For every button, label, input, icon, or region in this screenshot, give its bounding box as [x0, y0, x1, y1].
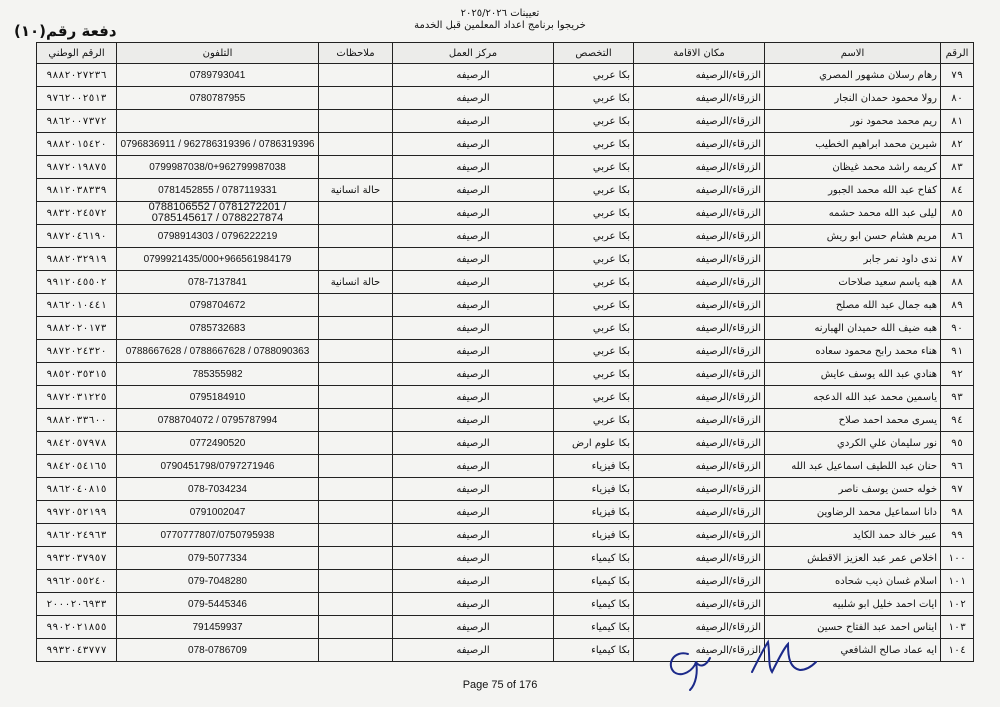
cell-num: ١٠٤ — [941, 639, 974, 662]
cell-specialty: بكا عربي — [554, 248, 634, 271]
cell-specialty: بكا عربي — [554, 110, 634, 133]
cell-specialty: بكا عربي — [554, 340, 634, 363]
cell-name: ايناس احمد عبد الفتاح حسين — [765, 616, 941, 639]
cell-name: رولا محمود حمدان النجار — [765, 87, 941, 110]
cell-name: اخلاص عمر عبد العزيز الاقطش — [765, 547, 941, 570]
cell-phone: 0781452855 / 0787119331 — [117, 179, 319, 202]
col-header-center: مركز العمل — [393, 43, 554, 64]
cell-phone: 0772490520 — [117, 432, 319, 455]
table-row — [37, 156, 974, 179]
cell-num: ٨٢ — [941, 133, 974, 156]
table-row — [37, 248, 974, 271]
cell-name: ليلى عبد الله محمد حشمه — [765, 202, 941, 225]
table-row — [37, 225, 974, 248]
cell-name: هبه ضيف الله حميدان الهبارنه — [765, 317, 941, 340]
cell-specialty: بكا عربي — [554, 156, 634, 179]
cell-name: هبه ياسم سعيد صلاحات — [765, 271, 941, 294]
cell-notes — [319, 386, 393, 409]
table-row — [37, 478, 974, 501]
cell-residence: الزرقاء/الرصيفه — [634, 202, 765, 225]
cell-center: الرصيفه — [393, 547, 554, 570]
cell-residence: الزرقاء/الرصيفه — [634, 271, 765, 294]
cell-phone: 0785732683 — [117, 317, 319, 340]
cell-national-id: ٩٨٦٢٠٠٧٣٧٢ — [37, 110, 117, 133]
cell-residence: الزرقاء/الرصيفه — [634, 179, 765, 202]
table-row — [37, 64, 974, 87]
cell-center: الرصيفه — [393, 409, 554, 432]
cell-specialty: بكا كيمياء — [554, 616, 634, 639]
table-row — [37, 386, 974, 409]
cell-residence: الزرقاء/الرصيفه — [634, 409, 765, 432]
cell-notes — [319, 616, 393, 639]
cell-national-id: ٩٨٧٢٠١٩٨٧٥ — [37, 156, 117, 179]
cell-phone: 0788667628 / 0788667628 / 0788090363 — [117, 340, 319, 363]
cell-national-id: ٩٩٦٢٠٥٥٢٤٠ — [37, 570, 117, 593]
cell-notes — [319, 156, 393, 179]
cell-center: الرصيفه — [393, 639, 554, 662]
cell-num: ٨١ — [941, 110, 974, 133]
cell-notes — [319, 570, 393, 593]
table-row — [37, 639, 974, 662]
cell-phone — [117, 110, 319, 133]
cell-num: ٨٣ — [941, 156, 974, 179]
cell-national-id: ٩٩٠٢٠٢١٨٥٥ — [37, 616, 117, 639]
cell-phone: 078-7137841 — [117, 271, 319, 294]
col-header-national-id: الرقم الوطني — [37, 43, 117, 64]
cell-name: كريمه راشد محمد غيظان — [765, 156, 941, 179]
cell-residence: الزرقاء/الرصيفه — [634, 478, 765, 501]
col-header-specialty: التخصص — [554, 43, 634, 64]
cell-national-id: ٩٩٣٢٠٣٧٩٥٧ — [37, 547, 117, 570]
cell-name: رهام رسلان مشهور المصري — [765, 64, 941, 87]
cell-notes — [319, 340, 393, 363]
cell-notes — [319, 455, 393, 478]
cell-residence: الزرقاء/الرصيفه — [634, 340, 765, 363]
cell-name: مريم هشام حسن ابو ريش — [765, 225, 941, 248]
col-header-name: الاسم — [765, 43, 941, 64]
cell-phone: 078-7034234 — [117, 478, 319, 501]
cell-specialty: بكا كيمياء — [554, 593, 634, 616]
table-row — [37, 547, 974, 570]
cell-notes — [319, 363, 393, 386]
cell-phone: 079-5077334 — [117, 547, 319, 570]
cell-notes — [319, 639, 393, 662]
cell-center: الرصيفه — [393, 225, 554, 248]
table-row — [37, 202, 974, 225]
cell-phone: 0770777807/0750795938 — [117, 524, 319, 547]
cell-name: نور سليمان علي الكردي — [765, 432, 941, 455]
cell-num: ٨٠ — [941, 87, 974, 110]
cell-center: الرصيفه — [393, 248, 554, 271]
cell-phone: 0799921435/000+966561984179 — [117, 248, 319, 271]
cell-specialty: بكا كيمياء — [554, 570, 634, 593]
table-row — [37, 524, 974, 547]
cell-name: ايه عماد صالح الشافعي — [765, 639, 941, 662]
cell-residence: الزرقاء/الرصيفه — [634, 87, 765, 110]
cell-num: ١٠٢ — [941, 593, 974, 616]
cell-phone: 079-5445346 — [117, 593, 319, 616]
cell-phone: 0789793041 — [117, 64, 319, 87]
cell-national-id: ٩٨٦٢٠٢٤٩٦٣ — [37, 524, 117, 547]
cell-residence: الزرقاء/الرصيفه — [634, 386, 765, 409]
table-row — [37, 455, 974, 478]
cell-residence: الزرقاء/الرصيفه — [634, 616, 765, 639]
cell-name: هنادي عبد الله يوسف عايش — [765, 363, 941, 386]
cell-center: الرصيفه — [393, 363, 554, 386]
cell-center: الرصيفه — [393, 202, 554, 225]
cell-center: الرصيفه — [393, 294, 554, 317]
col-header-residence: مكان الاقامة — [634, 43, 765, 64]
cell-notes — [319, 294, 393, 317]
cell-center: الرصيفه — [393, 156, 554, 179]
cell-residence: الزرقاء/الرصيفه — [634, 317, 765, 340]
cell-national-id: ٩٨٧٢٠٣١٢٢٥ — [37, 386, 117, 409]
cell-notes — [319, 110, 393, 133]
cell-residence: الزرقاء/الرصيفه — [634, 156, 765, 179]
table-row — [37, 271, 974, 294]
table-row — [37, 87, 974, 110]
cell-center: الرصيفه — [393, 87, 554, 110]
cell-phone: 0798704672 — [117, 294, 319, 317]
cell-specialty: بكا عربي — [554, 294, 634, 317]
cell-national-id: ٩٨٥٢٠٣٥٣١٥ — [37, 363, 117, 386]
cell-notes — [319, 64, 393, 87]
cell-num: ١٠١ — [941, 570, 974, 593]
table-row — [37, 409, 974, 432]
cell-national-id: ٢٠٠٠٢٠٦٩٣٣ — [37, 593, 117, 616]
table-row — [37, 340, 974, 363]
cell-name: ياسمين محمد عبد الله الدعجه — [765, 386, 941, 409]
table-row — [37, 570, 974, 593]
cell-notes — [319, 87, 393, 110]
page-number: Page 75 of 176 — [462, 679, 538, 691]
table-row — [37, 179, 974, 202]
cell-national-id: ٩٨١٢٠٣٨٣٣٩ — [37, 179, 117, 202]
col-header-phone: التلفون — [117, 43, 319, 64]
cell-notes — [319, 248, 393, 271]
cell-residence: الزرقاء/الرصيفه — [634, 524, 765, 547]
cell-center: الرصيفه — [393, 616, 554, 639]
cell-center: الرصيفه — [393, 593, 554, 616]
cell-num: ٨٥ — [941, 202, 974, 225]
cell-national-id: ٩٨٤٢٠٥٧٩٧٨ — [37, 432, 117, 455]
cell-name: كفاح عبد الله محمد الجبور — [765, 179, 941, 202]
cell-center: الرصيفه — [393, 110, 554, 133]
cell-notes — [319, 225, 393, 248]
cell-num: ١٠٣ — [941, 616, 974, 639]
cell-notes: حالة انسانية — [319, 271, 393, 294]
cell-national-id: ٩٩٧٢٠٥٢١٩٩ — [37, 501, 117, 524]
cell-national-id: ٩٨٦٢٠١٠٤٤١ — [37, 294, 117, 317]
page-header — [0, 8, 1000, 32]
table-row — [37, 317, 974, 340]
cell-num: ٩٧ — [941, 478, 974, 501]
cell-national-id: ٩٨٦٢٠٤٠٨١٥ — [37, 478, 117, 501]
cell-specialty: بكا عربي — [554, 409, 634, 432]
cell-notes — [319, 133, 393, 156]
cell-specialty: بكا عربي — [554, 271, 634, 294]
cell-notes — [319, 547, 393, 570]
table-row — [37, 294, 974, 317]
cell-residence: الزرقاء/الرصيفه — [634, 225, 765, 248]
col-header-notes: ملاحظات — [319, 43, 393, 64]
cell-center: الرصيفه — [393, 524, 554, 547]
cell-phone: 785355982 — [117, 363, 319, 386]
table-row — [37, 501, 974, 524]
cell-num: ٩١ — [941, 340, 974, 363]
cell-notes — [319, 317, 393, 340]
cell-center: الرصيفه — [393, 133, 554, 156]
cell-name: دانا اسماعيل محمد الرضاوين — [765, 501, 941, 524]
cell-name: ندى داود نمر جابر — [765, 248, 941, 271]
cell-residence: الزرقاء/الرصيفه — [634, 432, 765, 455]
cell-center: الرصيفه — [393, 179, 554, 202]
cell-num: ٩٥ — [941, 432, 974, 455]
table-row — [37, 593, 974, 616]
cell-num: ٩٩ — [941, 524, 974, 547]
cell-center: الرصيفه — [393, 432, 554, 455]
cell-national-id: ٩٨٤٢٠٥٤١٦٥ — [37, 455, 117, 478]
cell-notes: حالة انسانية — [319, 179, 393, 202]
cell-national-id: ٩٨٨٢٠٣٣٦٠٠ — [37, 409, 117, 432]
table-row — [37, 133, 974, 156]
cell-national-id: ٩٩٣٢٠٤٣٧٧٧ — [37, 639, 117, 662]
cell-num: ٩٢ — [941, 363, 974, 386]
table-row — [37, 616, 974, 639]
cell-num: ٩٦ — [941, 455, 974, 478]
table-row — [37, 110, 974, 133]
cell-center: الرصيفه — [393, 386, 554, 409]
cell-num: ٨٨ — [941, 271, 974, 294]
cell-phone: 0799987038/0+962799987038 — [117, 156, 319, 179]
cell-specialty: بكا عربي — [554, 179, 634, 202]
cell-specialty: بكا فيزياء — [554, 455, 634, 478]
cell-phone: 791459937 — [117, 616, 319, 639]
cell-num: ٨٧ — [941, 248, 974, 271]
cell-name: هناء محمد رابح محمود سعاده — [765, 340, 941, 363]
appointments-table — [36, 42, 974, 662]
cell-name: شيرين محمد ابراهيم الخطيب — [765, 133, 941, 156]
cell-national-id: ٩٨٣٢٠٢٤٥٧٢ — [37, 202, 117, 225]
cell-phone: 0791002047 — [117, 501, 319, 524]
cell-specialty: بكا كيمياء — [554, 547, 634, 570]
cell-notes — [319, 478, 393, 501]
cell-num: ٩٨ — [941, 501, 974, 524]
cell-phone: 0780787955 — [117, 87, 319, 110]
cell-national-id: ٩٨٨٢٠٣٢٩١٩ — [37, 248, 117, 271]
cell-residence: الزرقاء/الرصيفه — [634, 501, 765, 524]
cell-residence: الزرقاء/الرصيفه — [634, 248, 765, 271]
cell-phone: 0788106552 / 0781272201 / 0785145617 / 0788227874 — [117, 202, 319, 225]
cell-specialty: بكا عربي — [554, 133, 634, 156]
cell-phone: 079-7048280 — [117, 570, 319, 593]
cell-notes — [319, 524, 393, 547]
cell-num: ٩٠ — [941, 317, 974, 340]
cell-specialty: بكا عربي — [554, 317, 634, 340]
cell-specialty: بكا عربي — [554, 225, 634, 248]
cell-center: الرصيفه — [393, 317, 554, 340]
cell-num: ٨٤ — [941, 179, 974, 202]
cell-residence: الزرقاء/الرصيفه — [634, 64, 765, 87]
cell-notes — [319, 202, 393, 225]
cell-residence: الزرقاء/الرصيفه — [634, 455, 765, 478]
cell-center: الرصيفه — [393, 570, 554, 593]
cell-specialty: بكا عربي — [554, 386, 634, 409]
cell-residence: الزرقاء/الرصيفه — [634, 294, 765, 317]
batch-number: دفعة رقم(١٠) — [14, 22, 117, 40]
cell-center: الرصيفه — [393, 501, 554, 524]
cell-specialty: بكا عربي — [554, 363, 634, 386]
cell-national-id: ٩٨٨٢٠٢٠١٧٣ — [37, 317, 117, 340]
cell-specialty: بكا عربي — [554, 64, 634, 87]
cell-specialty: بكا كيمياء — [554, 639, 634, 662]
cell-national-id: ٩٨٧٢٠٤٦١٩٠ — [37, 225, 117, 248]
cell-phone: 0798914303 / 0796222219 — [117, 225, 319, 248]
cell-residence: الزرقاء/الرصيفه — [634, 133, 765, 156]
cell-name: اسلام غسان ذيب شحاده — [765, 570, 941, 593]
cell-phone: 0795184910 — [117, 386, 319, 409]
cell-num: ٨٩ — [941, 294, 974, 317]
cell-num: ٩٤ — [941, 409, 974, 432]
cell-center: الرصيفه — [393, 478, 554, 501]
cell-specialty: بكا فيزياء — [554, 478, 634, 501]
cell-name: خوله حسن يوسف ناصر — [765, 478, 941, 501]
cell-residence: الزرقاء/الرصيفه — [634, 547, 765, 570]
cell-num: ٩٣ — [941, 386, 974, 409]
cell-num: ٧٩ — [941, 64, 974, 87]
header-title: تعيينات ٢٠٢٥/٢٠٢٦ — [460, 8, 540, 19]
cell-residence: الزرقاء/الرصيفه — [634, 570, 765, 593]
cell-national-id: ٩٧٦٢٠٠٢٥١٣ — [37, 87, 117, 110]
cell-national-id: ٩٨٨٢٠١٥٤٢٠ — [37, 133, 117, 156]
cell-specialty: بكا عربي — [554, 202, 634, 225]
col-header-num: الرقم — [941, 43, 974, 64]
cell-notes — [319, 593, 393, 616]
cell-num: ١٠٠ — [941, 547, 974, 570]
cell-center: الرصيفه — [393, 455, 554, 478]
cell-phone: 078-0786709 — [117, 639, 319, 662]
cell-residence: الزرقاء/الرصيفه — [634, 110, 765, 133]
table-row — [37, 432, 974, 455]
cell-center: الرصيفه — [393, 64, 554, 87]
cell-phone: 0788704072 / 0795787994 — [117, 409, 319, 432]
cell-national-id: ٩٩١٢٠٤٥٥٠٢ — [37, 271, 117, 294]
cell-national-id: ٩٨٧٢٠٢٤٣٢٠ — [37, 340, 117, 363]
cell-name: يسرى محمد احمد صلاح — [765, 409, 941, 432]
cell-specialty: بكا عربي — [554, 87, 634, 110]
cell-name: ريم محمد محمود نور — [765, 110, 941, 133]
header-subtitle: خريجوا برنامج اعداد المعلمين قبل الخدمة — [414, 20, 586, 31]
table-row — [37, 363, 974, 386]
cell-specialty: بكا علوم ارض — [554, 432, 634, 455]
cell-notes — [319, 432, 393, 455]
cell-national-id: ٩٨٨٢٠٢٧٢٣٦ — [37, 64, 117, 87]
cell-name: ايات احمد خليل ابو شلبيه — [765, 593, 941, 616]
cell-notes — [319, 501, 393, 524]
cell-center: الرصيفه — [393, 271, 554, 294]
cell-specialty: بكا فيزياء — [554, 524, 634, 547]
cell-residence: الزرقاء/الرصيفه — [634, 639, 765, 662]
cell-num: ٨٦ — [941, 225, 974, 248]
cell-name: هبه جمال عبد الله مصلح — [765, 294, 941, 317]
cell-center: الرصيفه — [393, 340, 554, 363]
cell-phone: 0790451798/0797271946 — [117, 455, 319, 478]
table-header-row — [37, 43, 974, 64]
cell-notes — [319, 409, 393, 432]
cell-residence: الزرقاء/الرصيفه — [634, 593, 765, 616]
cell-name: حنان عبد اللطيف اسماعيل عبد الله — [765, 455, 941, 478]
cell-specialty: بكا فيزياء — [554, 501, 634, 524]
cell-residence: الزرقاء/الرصيفه — [634, 363, 765, 386]
cell-phone: 0796836911 / 962786319396 / 0786319396 — [117, 133, 319, 156]
cell-name: عبير خالد حمد الكايد — [765, 524, 941, 547]
